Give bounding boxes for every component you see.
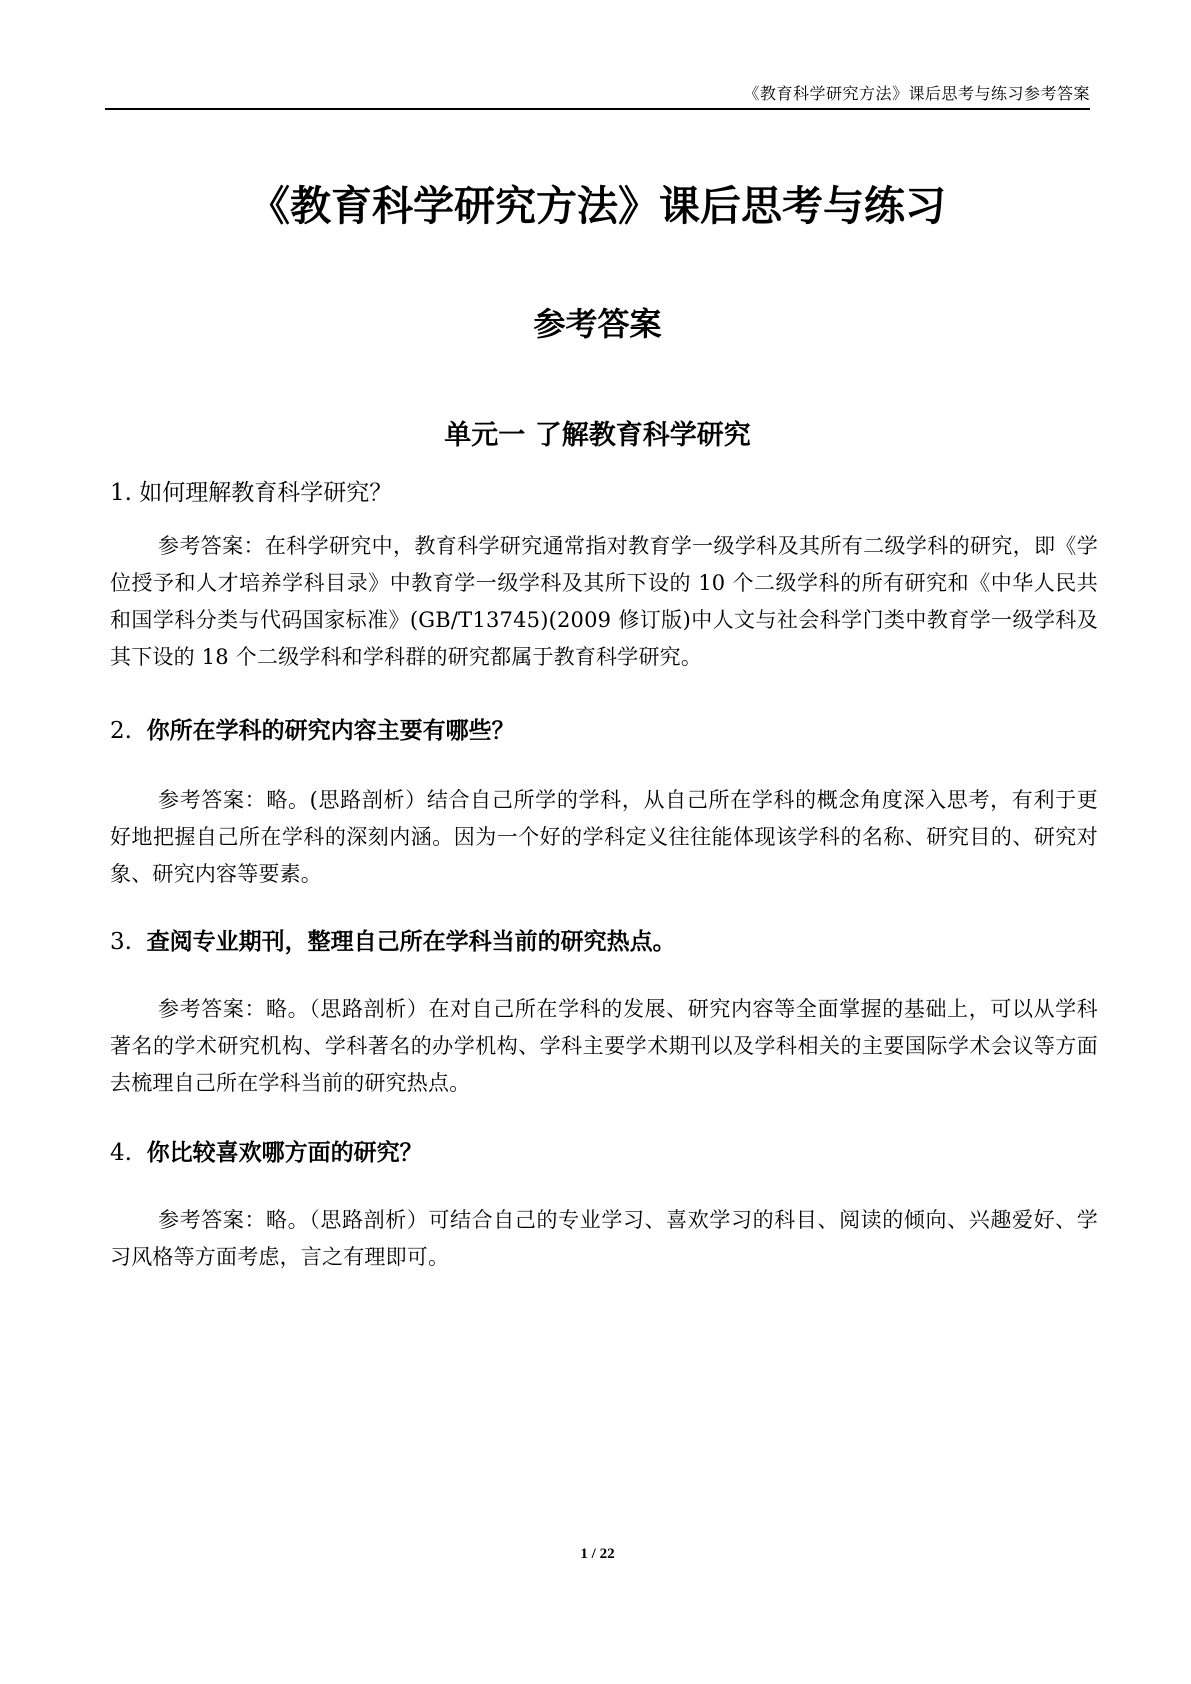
unit-title: 单元一 了解教育科学研究 (444, 420, 751, 451)
question-4 (110, 1137, 1090, 1169)
running-header: 《教育科学研究方法》课后思考与练习参考答案 (743, 84, 1090, 103)
question-number: 3. (110, 929, 132, 955)
document-subtitle: 参考答案 (533, 305, 662, 343)
question-text: 如何理解教育科学研究？ (139, 480, 393, 506)
question-number: 1. (110, 480, 132, 506)
answer-2: 参考答案：略。(思路剖析）结合自己所学的学科，从自己所在学科的概念角度深入思考，有利于更好地把握自己所在学科的深刻内涵。因为一个好的学科定义往往能体现该学科的名称、研究目的、研究对象、研究内容等要素。 (110, 788, 1098, 886)
page-number: 1 / 22 (580, 1546, 615, 1562)
header-rule (105, 108, 1090, 110)
question-2 (110, 715, 1090, 747)
question-text: 你所在学科的研究内容主要有哪些？ (146, 718, 515, 744)
question-3 (110, 926, 1090, 958)
answer-1: 参考答案：在科学研究中，教育科学研究通常指对教育学一级学科及其所有二级学科的研究，即《学位授予和人才培养学科目录》中教育学一级学科及其所下设的 10 个二级学科的所有研究和《中华人民共和国学科分类与代码国家标准》(GB/T13745)(2009 修订版)中人文与社会科学门类中教育学一级学科及其下设的 18 个二级学科和学科群的研究都属于教育科学研究。 (110, 534, 1098, 669)
document-title: 《教育科学研究方法》课后思考与练习 (249, 182, 946, 230)
question-text: 你比较喜欢哪方面的研究？ (146, 1140, 423, 1166)
answer-3: 参考答案：略。（思路剖析）在对自己所在学科的发展、研究内容等全面掌握的基础上，可以从学科著名的学术研究机构、学科著名的办学机构、学科主要学术期刊以及学科相关的主要国际学术会议等方面去梳理自己所在学科当前的研究热点。 (110, 997, 1098, 1095)
question-number: 2. (110, 718, 132, 744)
answer-4: 参考答案：略。（思路剖析）可结合自己的专业学习、喜欢学习的科目、阅读的倾向、兴趣爱好、学习风格等方面考虑，言之有理即可。 (110, 1208, 1098, 1269)
question-1 (110, 477, 1090, 509)
question-number: 4. (110, 1140, 132, 1166)
question-text: 查阅专业期刊，整理自己所在学科当前的研究热点。 (146, 929, 676, 955)
